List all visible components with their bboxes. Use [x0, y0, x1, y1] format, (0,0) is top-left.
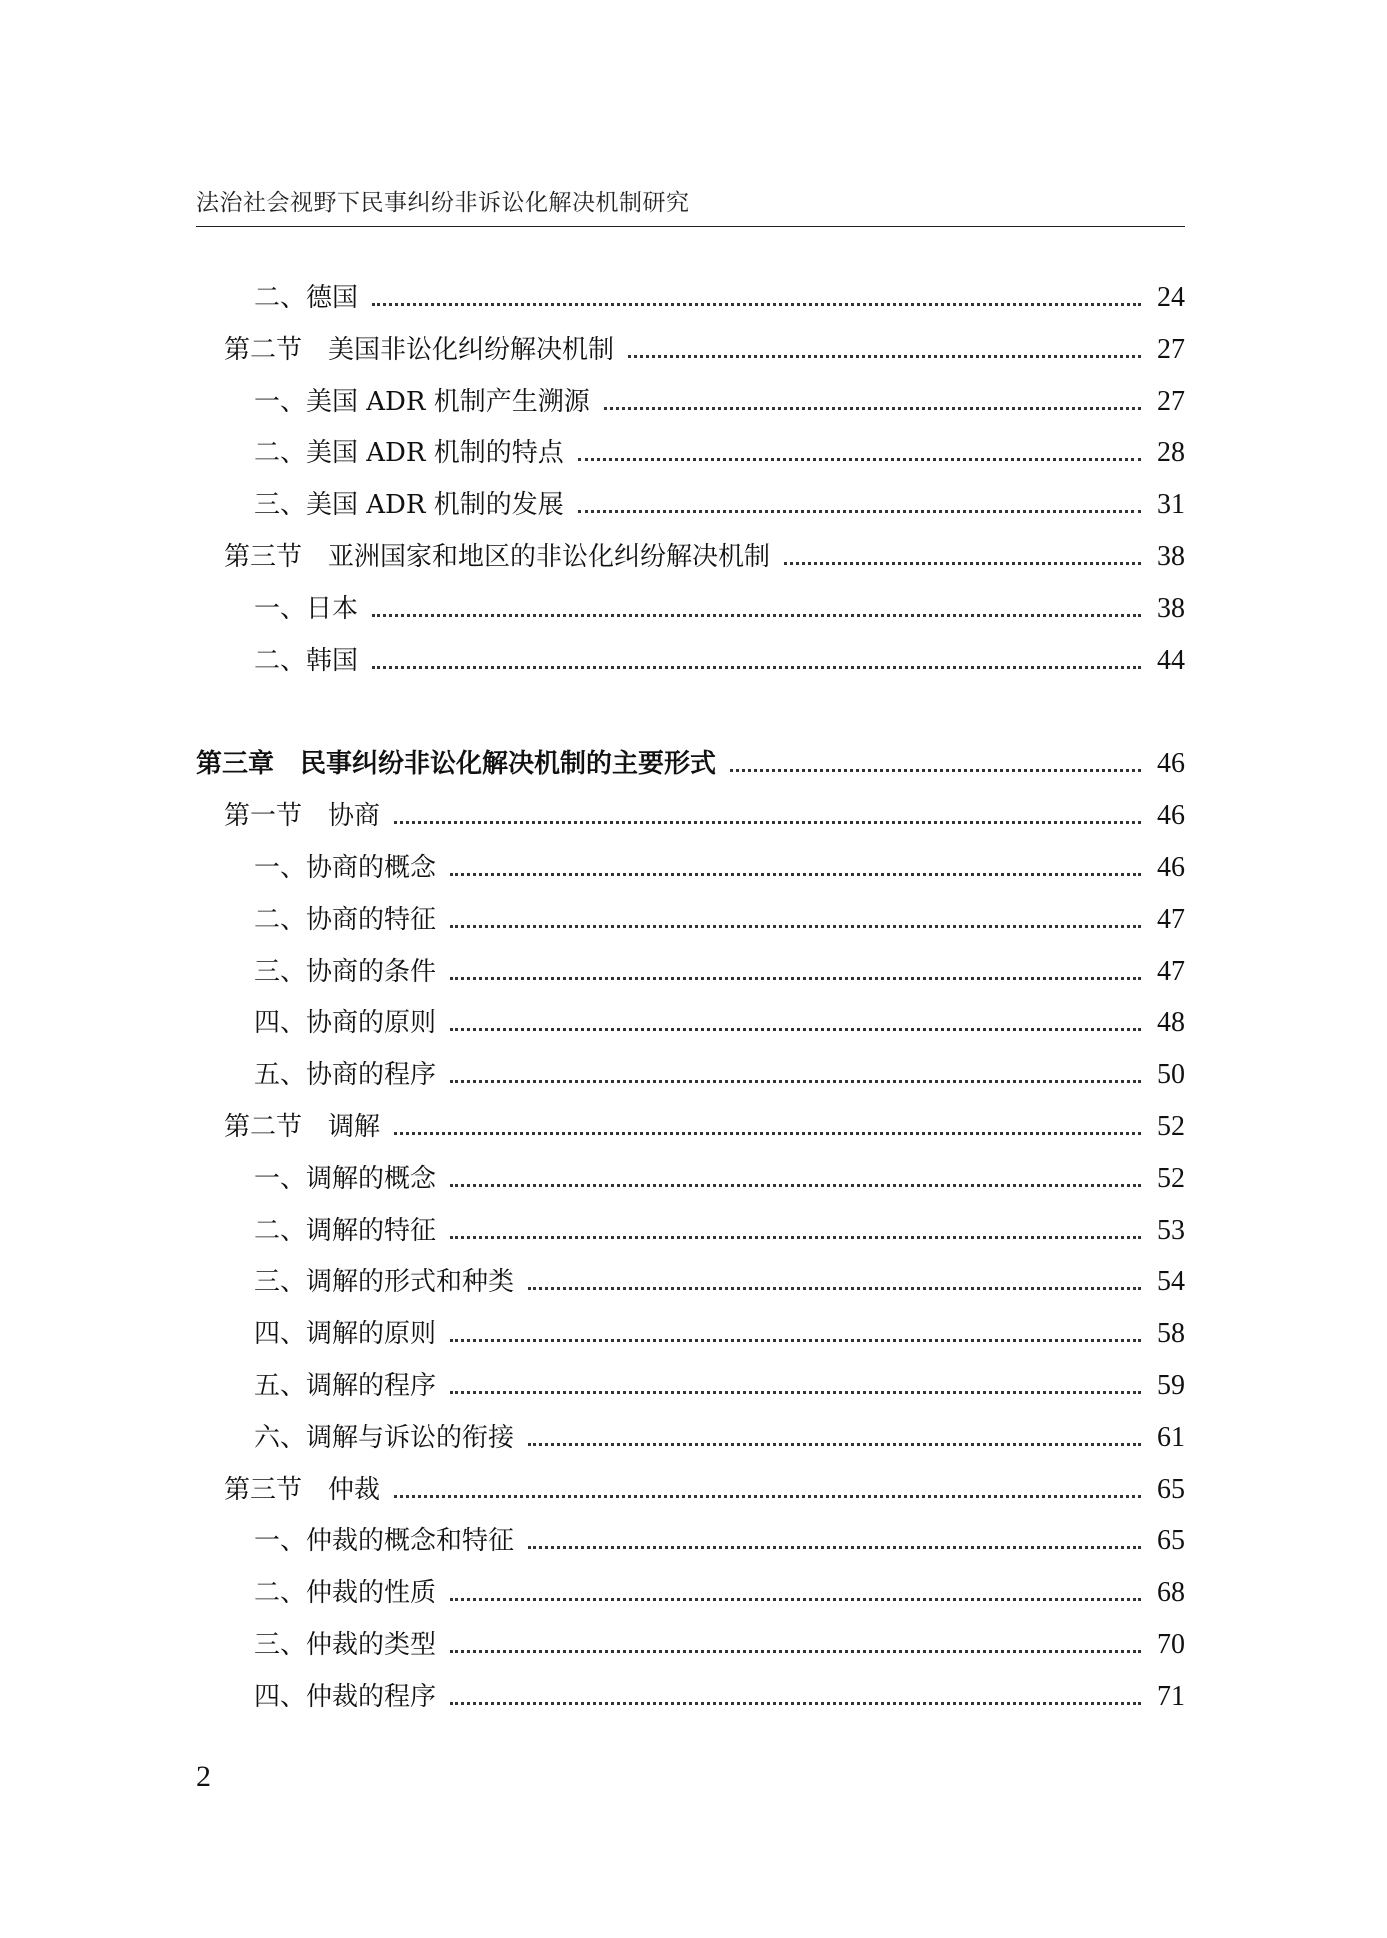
toc-leader-dots — [628, 355, 1141, 358]
toc-entry-page: 46 — [1157, 800, 1185, 832]
toc-leader-dots — [450, 1080, 1141, 1083]
toc-leader-dots — [372, 666, 1141, 669]
toc-entry-section[interactable] — [196, 793, 1185, 833]
toc-entry-item[interactable] — [196, 586, 1185, 626]
toc-entry-label: 四、调解的原则 — [254, 1319, 437, 1350]
toc-entry-item[interactable] — [196, 275, 1185, 315]
toc-entry-label: 六、调解与诉讼的衔接 — [254, 1422, 515, 1453]
toc-entry-page: 24 — [1157, 282, 1185, 313]
toc-entry-page: 71 — [1157, 1680, 1185, 1712]
toc-entry-section[interactable] — [196, 1104, 1185, 1144]
toc-entry-label: 第二节 美国非讼化纠纷解决机制 — [224, 334, 615, 365]
toc-entry-page: 65 — [1157, 1525, 1185, 1557]
toc-entry-label: 三、协商的条件 — [254, 956, 437, 987]
toc-entry-page: 44 — [1157, 644, 1185, 676]
toc-leader-dots — [394, 1132, 1141, 1135]
toc-entry-page: 50 — [1157, 1059, 1185, 1091]
toc-entry-page: 65 — [1157, 1473, 1185, 1505]
toc-entry-page: 70 — [1157, 1629, 1185, 1660]
toc-entry-item[interactable] — [196, 1259, 1185, 1299]
toc-entry-label: 二、调解的特征 — [254, 1215, 437, 1246]
toc-entry-page: 46 — [1157, 748, 1185, 780]
toc-entry-page: 47 — [1157, 955, 1185, 987]
toc-entry-item[interactable] — [196, 1156, 1185, 1196]
toc-leader-dots — [372, 303, 1141, 306]
toc-entry-page: 68 — [1157, 1577, 1185, 1609]
toc-entry-label: 二、美国 ADR 机制的特点 — [254, 438, 564, 469]
toc-entry-label: 四、协商的原则 — [254, 1008, 437, 1039]
toc-entry-label: 一、协商的概念 — [254, 853, 437, 883]
toc-entry-item[interactable] — [196, 430, 1185, 470]
toc-entry-section[interactable] — [196, 327, 1185, 367]
toc-leader-dots — [450, 1650, 1141, 1653]
toc-entry-label: 二、德国 — [254, 283, 359, 313]
toc-entry-item[interactable] — [196, 1570, 1185, 1610]
toc-entry-item[interactable] — [196, 845, 1185, 885]
toc-entry-item[interactable] — [196, 1311, 1185, 1351]
toc-entry-item[interactable] — [196, 1363, 1185, 1403]
toc-entry-label: 第三节 亚洲国家和地区的非讼化纠纷解决机制 — [224, 542, 771, 572]
toc-entry-item[interactable] — [196, 379, 1185, 419]
toc-entry-item[interactable] — [196, 638, 1185, 678]
toc-entry-label: 二、韩国 — [254, 645, 359, 676]
toc-leader-dots — [450, 1391, 1141, 1394]
toc-entry-label: 第二节 调解 — [224, 1112, 381, 1142]
toc-leader-dots — [450, 977, 1141, 980]
toc-entry-label: 三、调解的形式和种类 — [254, 1267, 515, 1298]
toc-leader-dots — [730, 769, 1141, 772]
toc-leader-dots — [394, 821, 1141, 824]
toc-entry-label: 一、调解的概念 — [254, 1163, 437, 1194]
toc-entry-label: 第三章 民事纠纷非讼化解决机制的主要形式 — [196, 749, 717, 780]
toc-entry-section[interactable] — [196, 534, 1185, 574]
running-header-title: 法治社会视野下民事纠纷非诉讼化解决机制研究 — [196, 190, 690, 216]
toc-entry-item[interactable] — [196, 1674, 1185, 1714]
toc-entry-page: 38 — [1157, 592, 1185, 624]
toc-leader-dots — [604, 407, 1141, 410]
toc-entry-label: 一、日本 — [254, 593, 359, 624]
toc-entry-item[interactable] — [196, 482, 1185, 522]
toc-leader-dots — [394, 1495, 1141, 1498]
toc-entry-label: 五、调解的程序 — [254, 1371, 437, 1401]
toc-entry-page: 61 — [1157, 1421, 1185, 1453]
toc-entry-label: 五、协商的程序 — [254, 1060, 437, 1091]
toc-entry-label: 四、仲裁的程序 — [254, 1681, 437, 1712]
toc-leader-dots — [578, 510, 1141, 513]
toc-leader-dots — [450, 1702, 1141, 1705]
toc-leader-dots — [450, 1028, 1141, 1031]
toc-leader-dots — [450, 1184, 1141, 1187]
toc-entry-page: 38 — [1157, 541, 1185, 572]
toc-entry-item[interactable] — [196, 1518, 1185, 1558]
toc-entry-page: 48 — [1157, 1007, 1185, 1039]
toc-entry-item[interactable] — [196, 1000, 1185, 1040]
toc-leader-dots — [450, 1236, 1141, 1239]
toc-leader-dots — [528, 1287, 1141, 1290]
toc-entry-page: 46 — [1157, 852, 1185, 883]
header-rule — [196, 226, 1185, 227]
toc-entry-section[interactable] — [196, 1467, 1185, 1507]
toc-leader-dots — [528, 1546, 1141, 1549]
toc-entry-item[interactable] — [196, 1415, 1185, 1455]
toc-leader-dots — [450, 925, 1141, 928]
toc-entry-label: 二、协商的特征 — [254, 904, 437, 935]
toc-leader-dots — [450, 1598, 1141, 1601]
toc-entry-page: 47 — [1157, 903, 1185, 935]
toc-entry-label: 第一节 协商 — [224, 801, 381, 832]
toc-entry-page: 52 — [1157, 1111, 1185, 1142]
toc-entry-chapter[interactable] — [196, 741, 1185, 781]
toc-entry-label: 三、美国 ADR 机制的发展 — [254, 490, 564, 521]
toc-leader-dots — [450, 873, 1141, 876]
toc-entry-label: 一、美国 ADR 机制产生溯源 — [254, 386, 590, 417]
toc-entry-page: 53 — [1157, 1214, 1185, 1246]
toc-entry-page: 58 — [1157, 1318, 1185, 1350]
toc-entry-page: 54 — [1157, 1266, 1185, 1298]
toc-entry-page: 52 — [1157, 1162, 1185, 1194]
toc-entry-page: 59 — [1157, 1370, 1185, 1401]
toc-entry-item[interactable] — [196, 1208, 1185, 1248]
toc-entry-item[interactable] — [196, 949, 1185, 989]
toc-entry-page: 27 — [1157, 333, 1185, 365]
toc-leader-dots — [784, 562, 1141, 565]
toc-entry-label: 三、仲裁的类型 — [254, 1630, 437, 1660]
toc-entry-item[interactable] — [196, 1052, 1185, 1092]
toc-entry-label: 第三节 仲裁 — [224, 1474, 381, 1505]
page-number: 2 — [196, 1760, 211, 1793]
toc-entry-page: 28 — [1157, 437, 1185, 469]
toc-entry-label: 二、仲裁的性质 — [254, 1578, 437, 1609]
toc-entry-item[interactable] — [196, 1622, 1185, 1662]
toc-leader-dots — [578, 458, 1141, 461]
toc-entry-label: 一、仲裁的概念和特征 — [254, 1526, 515, 1557]
toc-leader-dots — [450, 1339, 1141, 1342]
toc-leader-dots — [372, 614, 1141, 617]
toc-entry-item[interactable] — [196, 897, 1185, 937]
toc-entry-page: 27 — [1157, 385, 1185, 417]
toc-leader-dots — [528, 1443, 1141, 1446]
toc-entry-page: 31 — [1157, 489, 1185, 521]
